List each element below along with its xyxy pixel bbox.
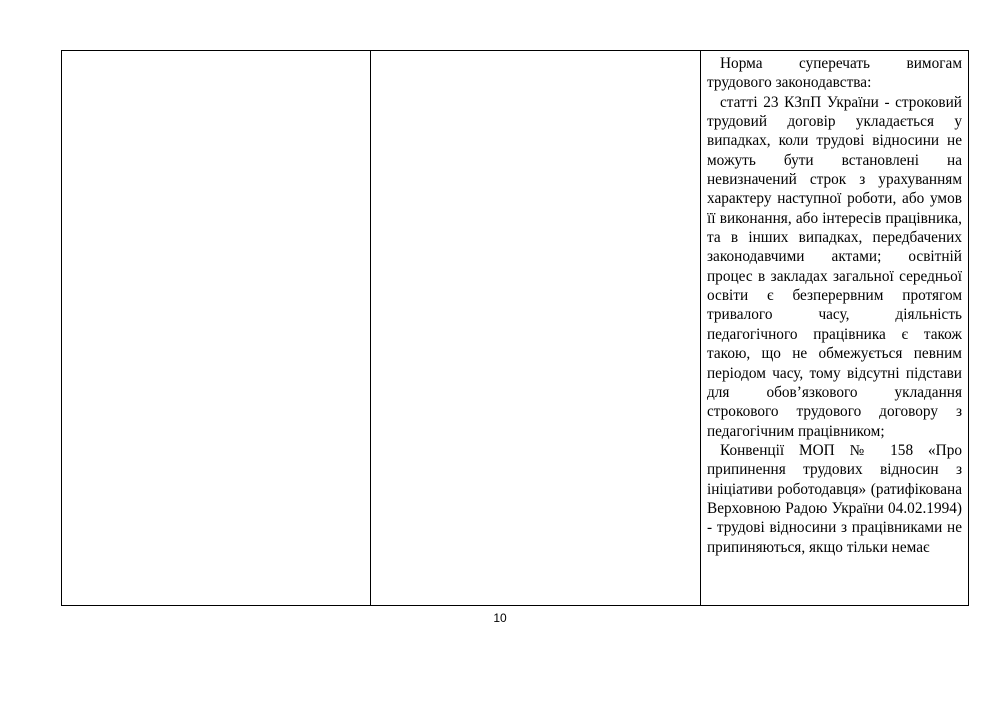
document-table — [61, 50, 969, 606]
page-number: 10 — [493, 611, 507, 625]
paragraph-article-23: статті 23 КЗпП України - строковий трудовий договір укладається у випадках, коли трудові відносини не можуть бути встановлені на невизначений строк з урахуванням характеру наступної роботи, або умов її виконання, або інтересів працівника, та в інших випадках, передбачених законодавчими актами; освітній процес в закладах загальної середньої освіти є безперервним протягом тривалого часу, діяльність педагогічного працівника є також такою, що не обмежується певним періодом часу, тому відсутні підстави для обов’язкового укладання строкового трудового договору з педагогічним працівником; — [707, 93, 962, 440]
paragraph-ilo-convention-158: Конвенції МОП № 158 «Про припинення трудових відносин з ініціативи роботодавця» (ратифікована Верховною Радою України 04.02.1994) - трудові відносини з працівниками не припиняються, якщо тільки немає — [707, 441, 962, 556]
paragraph-norm-contradiction: Норма суперечать вимогам трудового законодавства: — [707, 55, 962, 92]
table-cell-column-2 — [371, 51, 701, 605]
table-cell-column-1 — [62, 51, 371, 605]
table-cell-column-3 — [701, 51, 968, 605]
